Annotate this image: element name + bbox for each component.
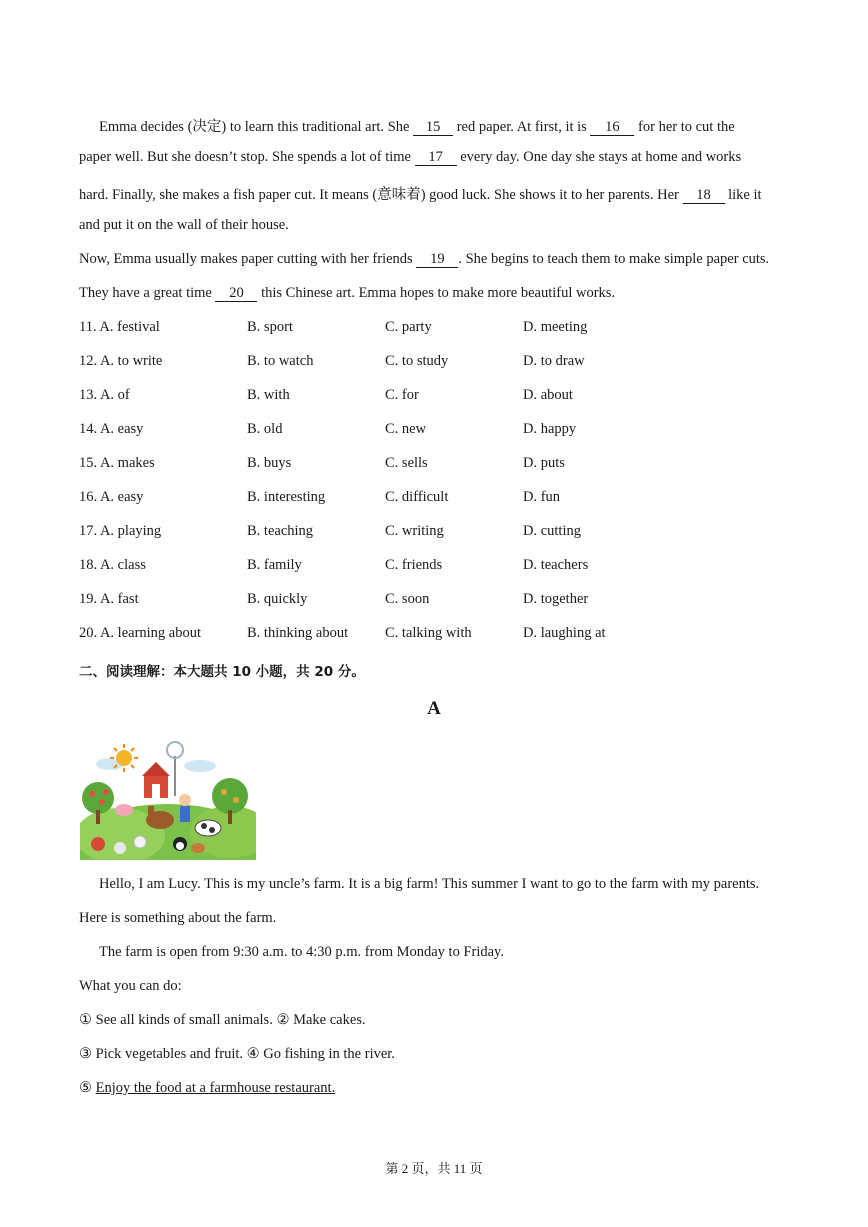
option-d[interactable]: D. meeting <box>523 319 588 335</box>
option-c[interactable]: C. party <box>385 319 432 335</box>
option-a[interactable]: 12. A. to write <box>79 353 163 369</box>
passage-text: paper well. But she doesn’t stop. She spends a lot of time <box>79 149 415 165</box>
passage-line-2 <box>79 149 741 166</box>
underlined-sentence: Enjoy the food at a farmhouse restaurant. <box>95 1080 336 1096</box>
option-c[interactable]: C. soon <box>385 591 430 607</box>
passage-text: hard. Finally, she makes a fish paper cut. It means (意味着) good luck. She shows it to her parents. Her <box>79 187 683 203</box>
blank-16: 16 <box>590 120 634 136</box>
option-a[interactable]: 18. A. class <box>79 557 146 573</box>
option-a[interactable]: 11. A. festival <box>79 319 160 335</box>
blank-20: 20 <box>215 286 257 302</box>
option-c[interactable]: C. friends <box>385 557 443 573</box>
reading-line-4: What you can do: <box>79 978 182 994</box>
option-c[interactable]: C. for <box>385 387 419 403</box>
passage-line-5 <box>79 251 769 268</box>
option-b[interactable]: B. interesting <box>247 489 326 505</box>
option-d[interactable]: D. to draw <box>523 353 585 369</box>
reading-line-2: Here is something about the farm. <box>79 910 277 926</box>
blank-19: 19 <box>416 252 458 268</box>
blank-15: 15 <box>413 120 453 136</box>
option-a[interactable]: 13. A. of <box>79 387 130 403</box>
section-heading: 二、阅读理解：本大题共 10 小题，共 20 分。 <box>79 664 365 680</box>
passage-text: They have a great time <box>79 285 216 301</box>
option-d[interactable]: D. about <box>523 387 573 403</box>
option-c[interactable]: C. sells <box>385 455 428 471</box>
reading-line-3: The farm is open from 9:30 a.m. to 4:30 p.m. from Monday to Friday. <box>99 944 504 960</box>
farm-illustration <box>80 736 256 860</box>
option-a[interactable]: 14. A. easy <box>79 421 144 437</box>
option-b[interactable]: B. thinking about <box>247 625 349 641</box>
option-c[interactable]: C. writing <box>385 523 444 539</box>
option-b[interactable]: B. teaching <box>247 523 314 539</box>
passage-line-1 <box>99 115 735 136</box>
option-d[interactable]: D. together <box>523 591 589 607</box>
passage-text: . She begins to teach them to make simple paper cuts. <box>458 251 770 267</box>
passage-text: like it <box>724 187 762 203</box>
passage-text: red paper. At first, it is <box>453 119 591 135</box>
blank-18: 18 <box>683 188 725 204</box>
option-d[interactable]: D. puts <box>523 455 565 471</box>
option-d[interactable]: D. fun <box>523 489 561 505</box>
option-d[interactable]: D. laughing at <box>523 625 606 641</box>
circled-number: ⑤ <box>79 1080 96 1096</box>
option-a[interactable]: 19. A. fast <box>79 591 139 607</box>
option-c[interactable]: C. difficult <box>385 489 449 505</box>
blank-17: 17 <box>415 150 457 166</box>
passage-text: every day. One day she stays at home and works <box>456 149 742 165</box>
option-b[interactable]: B. buys <box>247 455 292 471</box>
passage-line-4: and put it on the wall of their house. <box>79 217 289 233</box>
option-d[interactable]: D. cutting <box>523 523 581 539</box>
option-a[interactable]: 15. A. makes <box>79 455 155 471</box>
option-a[interactable]: 16. A. easy <box>79 489 144 505</box>
passage-line-3 <box>79 183 762 204</box>
option-c[interactable]: C. to study <box>385 353 449 369</box>
option-c[interactable]: C. new <box>385 421 427 437</box>
reading-line-6: ③ Pick vegetables and fruit. ④ Go fishing in the river. <box>79 1046 395 1062</box>
option-b[interactable]: B. quickly <box>247 591 308 607</box>
option-a[interactable]: 20. A. learning about <box>79 625 202 641</box>
option-b[interactable]: B. with <box>247 387 290 403</box>
passage-text: for her to cut the <box>634 119 735 135</box>
reading-line-1: Hello, I am Lucy. This is my uncle’s farm. It is a big farm! This summer I want to go to the farm with my parents. <box>99 876 760 892</box>
option-b[interactable]: B. old <box>247 421 283 437</box>
option-a[interactable]: 17. A. playing <box>79 523 162 539</box>
passage-a-title: A <box>427 698 441 719</box>
passage-text: Now, Emma usually makes paper cutting with her friends <box>79 251 417 267</box>
reading-line-7 <box>79 1080 335 1097</box>
passage-line-6 <box>79 285 615 302</box>
page-footer: 第 2 页，共 11 页 <box>385 1161 483 1176</box>
option-d[interactable]: D. happy <box>523 421 577 437</box>
option-b[interactable]: B. sport <box>247 319 293 335</box>
passage-text: Emma decides (决定) to learn this traditional art. She <box>99 119 414 135</box>
option-b[interactable]: B. family <box>247 557 302 573</box>
option-d[interactable]: D. teachers <box>523 557 589 573</box>
reading-line-5: ① See all kinds of small animals. ② Make cakes. <box>79 1012 366 1028</box>
option-c[interactable]: C. talking with <box>385 625 472 641</box>
passage-text: this Chinese art. Emma hopes to make more beautiful works. <box>257 285 616 301</box>
option-b[interactable]: B. to watch <box>247 353 314 369</box>
